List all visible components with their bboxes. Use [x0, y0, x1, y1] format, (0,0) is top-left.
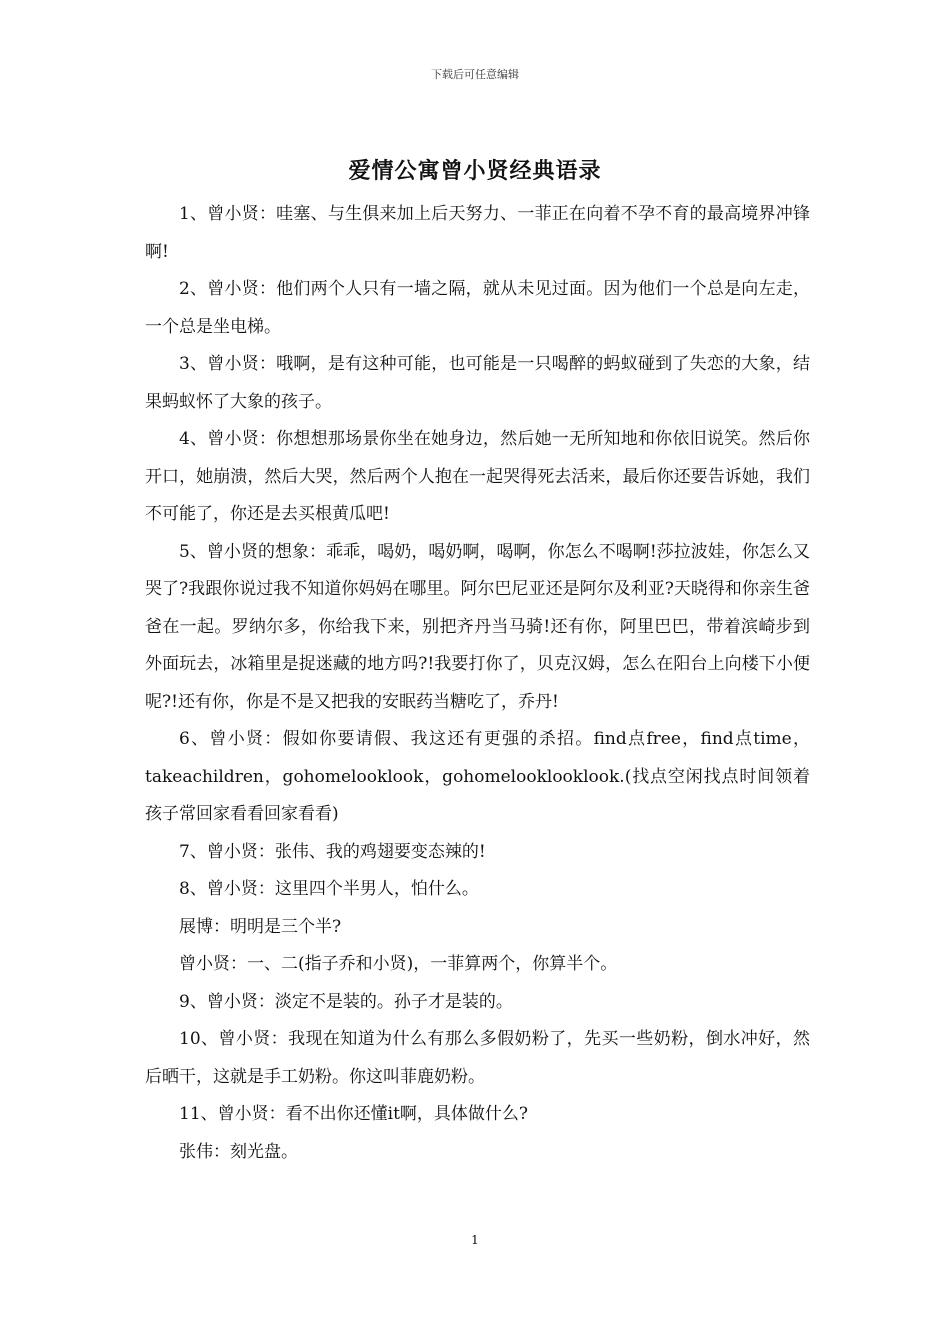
paragraph-11-reply-zhangwei: 张伟：刻光盘。: [179, 1141, 298, 1162]
paragraph-2: 2、曾小贤：他们两个人只有一墙之隔，就从未见过面。因为他们一个总是向左走，一个总是坐电梯。: [145, 279, 810, 337]
paragraph-8-reply-zengxiaoxian: 曾小贤：一、二(指子乔和小贤)，一菲算两个，你算半个。: [179, 954, 618, 974]
paragraph-8: 8、曾小贤：这里四个半男人，怕什么。: [179, 879, 479, 899]
paragraph-5: 5、曾小贤的想象：乖乖，喝奶，喝奶啊，喝啊，你怎么不喝啊!莎拉波娃，你怎么又哭了?我跟你说过我不知道你妈妈在哪里。阿尔巴尼亚还是阿尔及利亚?天晓得和你亲生爸爸在一起。罗纳尔多，你给我下来，别把齐丹当马骑!还有你，阿里巴巴，带着滨崎步到外面玩去，冰箱里是捉迷藏的地方吗?!我要打你了，贝克汉姆，怎么在阳台上向楼下小便呢?!还有你，你是不是又把我的安眠药当糖吃了，乔丹!: [145, 541, 810, 712]
paragraph-3: 3、曾小贤：哦啊，是有这种可能，也可能是一只喝醉的蚂蚁碰到了失恋的大象，结果蚂蚁怀了大象的孩子。: [145, 354, 810, 412]
paragraph-9: 9、曾小贤：淡定不是装的。孙子才是装的。: [179, 991, 513, 1012]
paragraph-8-reply-zhanbo: 展博：明明是三个半?: [179, 916, 342, 937]
paragraph-1: 1、曾小贤：哇塞、与生俱来加上后天努力、一菲正在向着不孕不育的最高境界冲锋啊!: [145, 204, 810, 262]
paragraph-4: 4、曾小贤：你想想那场景你坐在她身边，然后她一无所知地和你依旧说笑。然后你开口，她崩溃，然后大哭，然后两个人抱在一起哭得死去活来，最后你还要告诉她，我们不可能了，你还是去买根黄瓜吧!: [145, 429, 810, 524]
paragraph-10: 10、曾小贤：我现在知道为什么有那么多假奶粉了，先买一些奶粉，倒水冲好，然后晒干，这就是手工奶粉。你这叫菲鹿奶粉。: [145, 1029, 810, 1087]
document-title: 爱情公寓曾小贤经典语录: [348, 159, 602, 184]
document-body: [145, 196, 810, 1171]
page-number: 1: [471, 1233, 479, 1247]
paragraph-11: 11、曾小贤：看不出你还懂it啊，具体做什么?: [179, 1104, 529, 1124]
page-header: 下载后可任意编辑: [431, 68, 519, 81]
paragraph-7: 7、曾小贤：张伟、我的鸡翅要变态辣的!: [179, 841, 486, 862]
paragraph-6: 6、曾小贤：假如你要请假、我这还有更强的杀招。find点free，find点time，takeachildren，gohomelooklook，gohomelooklooklook.(找点空闲找点时间领着孩子常回家看看回家看看): [145, 729, 810, 824]
